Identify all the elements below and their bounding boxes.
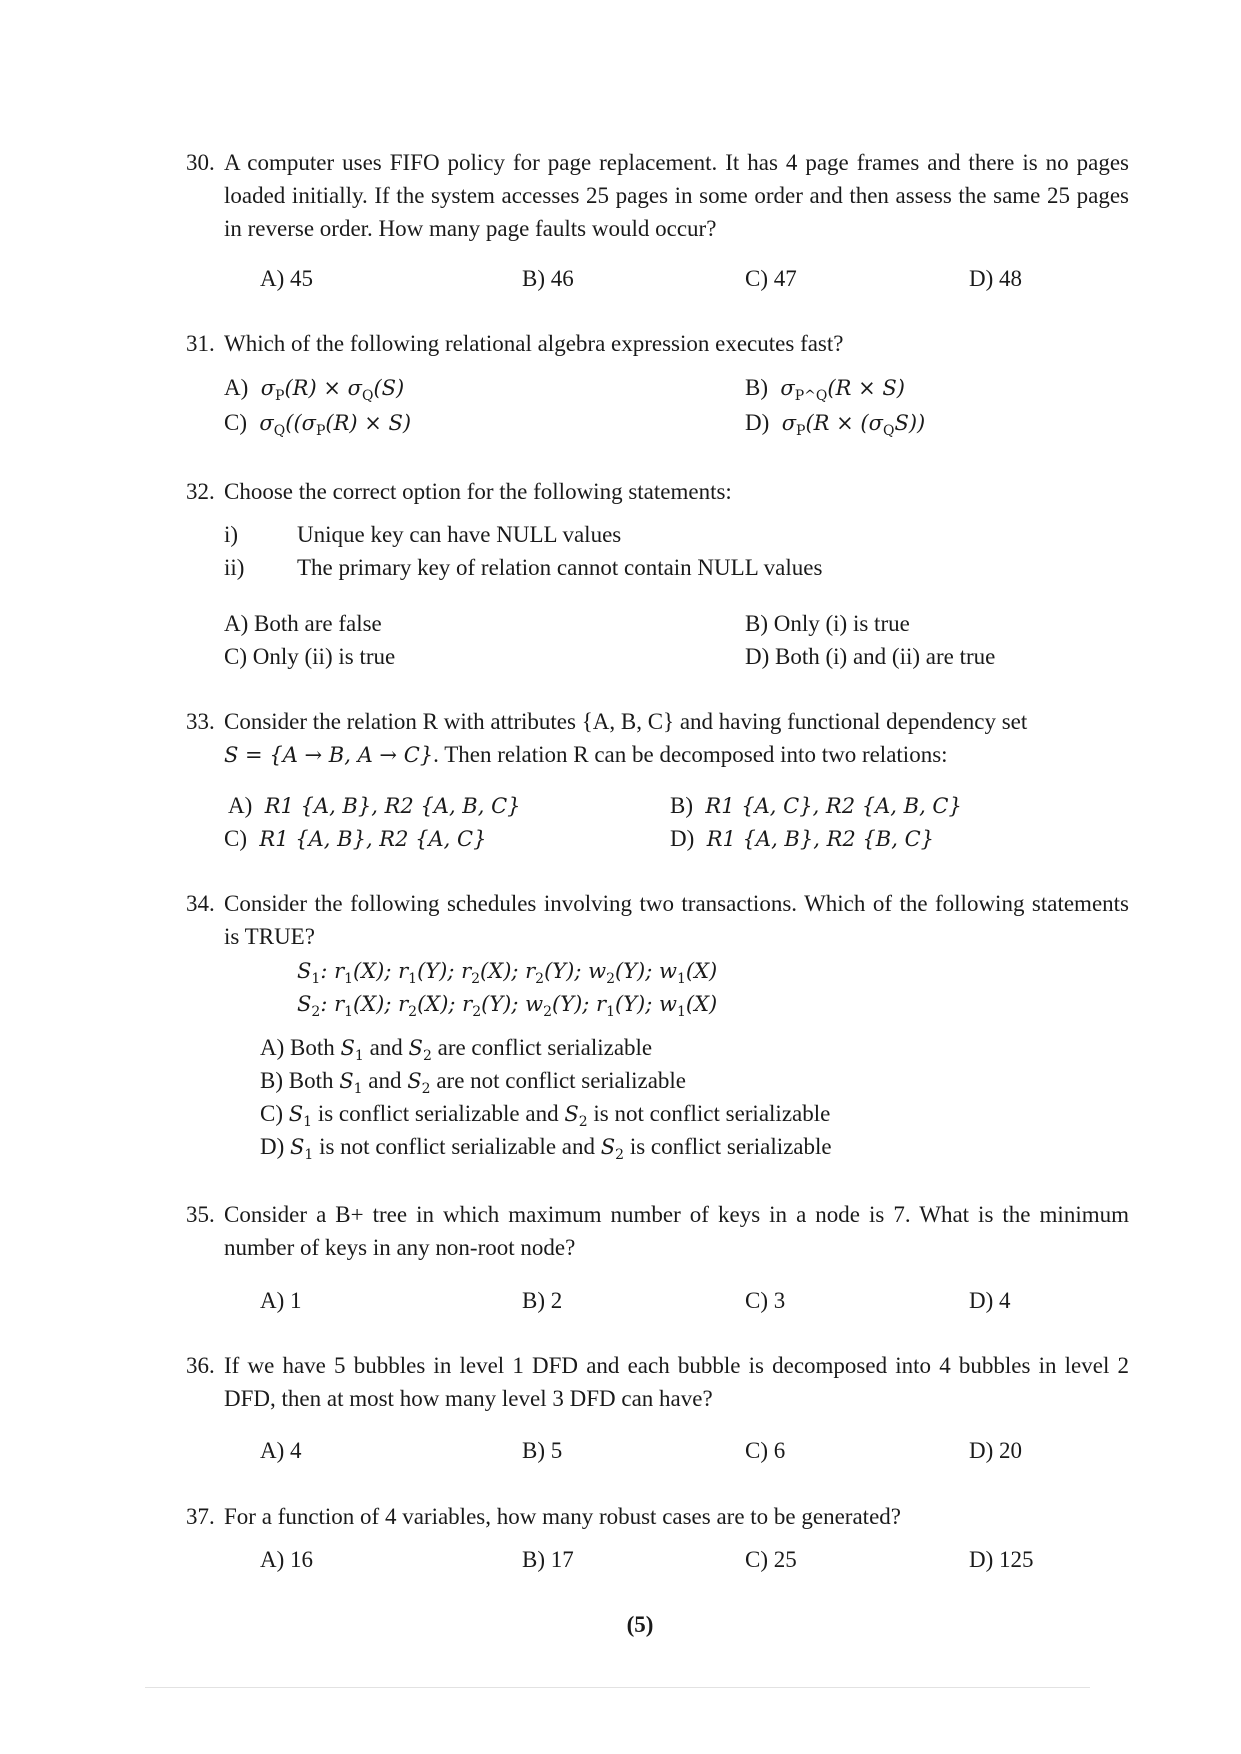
math-expression: R1 {A, C}, R2 {A, B, C} [698,794,962,818]
question-number: 31. [186,331,215,356]
question-text: If we have 5 bubbles in level 1 DFD and each bubble is decomposed into 4 bubbles in level 2 DFD, then at most how many level 3 DFD can have? [224,1353,1129,1411]
question-text: Consider the relation R with attributes {A, B, C} and having functional dependency set [224,709,1028,734]
option-a: A) Both are false [224,611,382,636]
footer-divider [145,1687,1090,1688]
statement-text: The primary key of relation cannot contain NULL values [297,555,823,580]
option-label: A) [224,375,249,400]
option-d [670,822,934,856]
option-d [745,406,925,440]
option-c: C) 6 [745,1438,786,1463]
option-b: B) 5 [522,1438,563,1463]
statement-text: Unique key can have NULL values [297,522,622,547]
option-a: A) 1 [260,1288,302,1313]
question-text: A computer uses FIFO policy for page replacement. It has 4 page frames and there is no pages loaded initially. If the system accesses 25 pages in some order and then assess the same 25 pages in reverse order. How many page faults would occur? [224,150,1129,241]
math-expression: $\sigma_{P\^{}Q}(R \times S)$ [773,376,905,404]
math-expression: $\sigma_P(R) \times \sigma_Q(S)$ [254,376,405,404]
option-c: C) $S_1$ is conflict serializable and $S_2$ is not conflict serializable [260,1101,831,1130]
math-expression: S = {A → B, A → C} [224,743,434,767]
question-text: For a function of 4 variables, how many robust cases are to be generated? [224,1504,901,1529]
math-expression: R1 {A, B}, R2 {A, B, C} [258,794,521,818]
schedule-s1: $S_1$: $r_1(X)$; $r_1(Y)$; $r_2(X)$; $r_2(Y)$; $w_2(Y)$; $w_1(X)$ [297,959,718,987]
question-text-line2: S = {A → B, A → C}. Then relation R can be decomposed into two relations: [224,742,948,767]
option-d: D) 125 [969,1547,1034,1572]
statement-label: i) [224,522,239,547]
math-expression: R1 {A, B}, R2 {B, C} [700,827,934,851]
question-number: 30. [186,150,215,175]
question-number: 35. [186,1202,215,1227]
option-d: D) 4 [969,1288,1011,1313]
question-number: 37. [186,1504,215,1529]
option-c: C) 25 [745,1547,797,1572]
schedule-s2: $S_2$: $r_1(X)$; $r_2(X)$; $r_2(Y)$; $w_2(Y)$; $r_1(Y)$; $w_1(X)$ [297,992,718,1020]
option-a: A) Both $S_1$ and $S_2$ are conflict serializable [260,1035,653,1064]
option-label: C) [224,826,247,851]
option-b: B) Both $S_1$ and $S_2$ are not conflict serializable [260,1068,687,1097]
option-label: C) [224,410,247,435]
question-number: 34. [186,891,215,916]
option-label: D) [670,826,695,851]
math-expression: R1 {A, B}, R2 {A, C} [252,827,487,851]
question-number: 36. [186,1353,215,1378]
option-c: C) 3 [745,1288,786,1313]
option-d: D) 20 [969,1438,1023,1463]
option-c [224,406,411,440]
option-a [228,789,521,823]
option-b: B) 2 [522,1288,563,1313]
option-b [670,789,962,823]
option-label: D) [745,410,770,435]
page-number: (5) [626,1612,654,1637]
question-text: Which of the following relational algebra expression executes fast? [224,331,844,356]
math-expression: $\sigma_P(R \times (\sigma_QS))$ [775,411,926,439]
option-d: D) 48 [969,266,1023,291]
math-expression: $\sigma_Q((\sigma_P(R) \times S)$ [252,411,412,439]
option-label: B) [670,793,693,818]
option-b: B) 17 [522,1547,574,1572]
question-text: Choose the correct option for the following statements: [224,479,732,504]
option-c: C) 47 [745,266,797,291]
question-number: 33. [186,709,215,734]
option-a: A) 4 [260,1438,302,1463]
option-b [745,371,905,405]
option-label: A) [228,793,253,818]
option-d: D) Both (i) and (ii) are true [745,644,996,669]
option-a: A) 16 [260,1547,314,1572]
option-d: D) $S_1$ is not conflict serializable and $S_2$ is conflict serializable [260,1134,832,1163]
option-c [224,822,486,856]
option-a [224,371,404,405]
option-b: B) Only (i) is true [745,611,910,636]
option-label: B) [745,375,768,400]
question-text: Consider a B+ tree in which maximum number of keys in a node is 7. What is the minimum number of keys in any non-root node? [224,1202,1129,1260]
option-b: B) 46 [522,266,574,291]
option-c: C) Only (ii) is true [224,644,396,669]
option-a: A) 45 [260,266,314,291]
question-number: 32. [186,479,215,504]
statement-label: ii) [224,555,245,580]
question-text: Consider the following schedules involving two transactions. Which of the following statements is TRUE? [224,891,1129,949]
